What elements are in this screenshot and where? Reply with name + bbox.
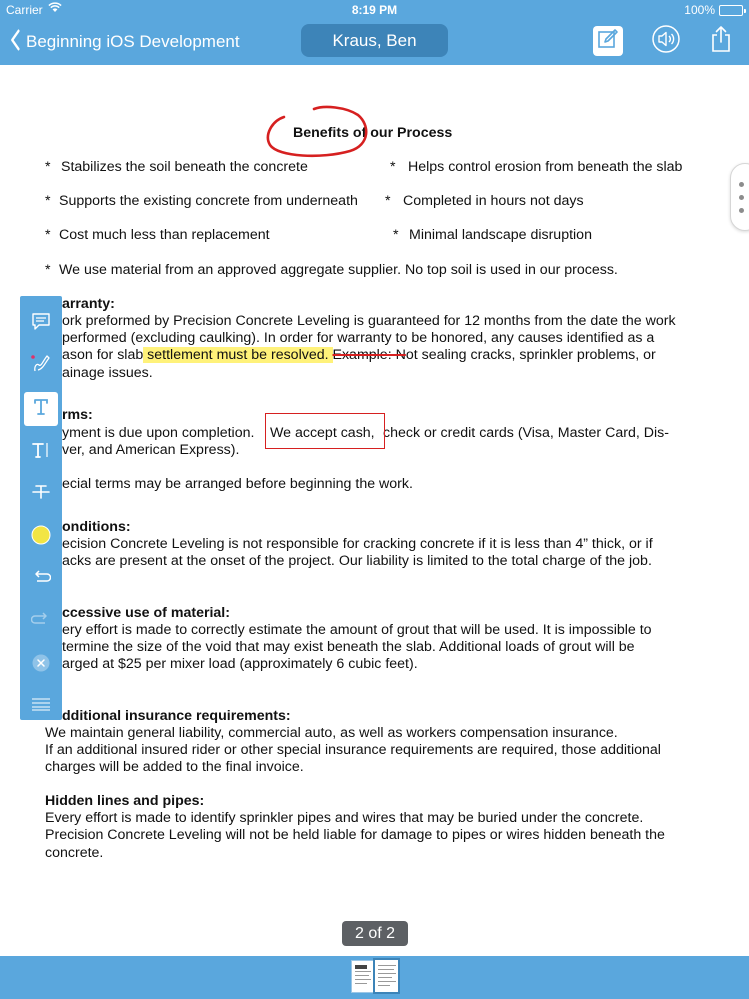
share-icon	[710, 25, 732, 58]
strikethrough-annotation[interactable]: Example: N	[332, 347, 406, 363]
thumbnail-line	[378, 981, 396, 982]
benefit-item: Completed in hours not days	[403, 193, 584, 209]
paragraph-line: Every effort is made to identify sprinkler pipes and wires that may be buried under the concrete.	[45, 810, 644, 826]
page-thumbnail[interactable]	[351, 960, 375, 993]
section-heading: Hidden lines and pipes:	[45, 793, 205, 809]
chevron-left-icon	[10, 29, 20, 55]
text-cursor-icon	[31, 440, 51, 465]
paragraph-line: yment is due upon completion.	[62, 425, 255, 441]
text-run: ot sealing cracks, sprinkler problems, or	[405, 347, 656, 363]
redo-icon	[31, 610, 51, 635]
benefit-item: Stabilizes the soil beneath the concrete	[61, 159, 308, 175]
carrier-label: Carrier	[6, 3, 43, 17]
bullet-marker: *	[45, 159, 51, 175]
boxed-text: We accept cash,	[270, 425, 375, 441]
clear-icon	[31, 653, 51, 678]
text-box-icon	[31, 397, 51, 422]
thumbnail-line	[378, 965, 396, 966]
note-tool-button[interactable]	[24, 306, 58, 340]
bullet-marker: *	[385, 193, 391, 209]
annotation-toolbar	[20, 296, 62, 720]
thumbnail-line	[378, 977, 392, 978]
edit-icon	[597, 28, 619, 55]
paragraph-line: ork preformed by Precision Concrete Leveling is guaranteed for 12 months from the date the work	[62, 313, 676, 329]
toolbar-menu-button[interactable]	[24, 689, 58, 723]
color-swatch-icon	[30, 524, 52, 551]
redo-button[interactable]	[24, 605, 58, 639]
text-box-tool-button[interactable]	[24, 392, 58, 426]
thumbnail-line	[378, 973, 396, 974]
bullet-marker: *	[393, 227, 399, 243]
bullet-marker: *	[45, 193, 51, 209]
benefit-item: We use material from an approved aggregate supplier. No top soil is used in our process.	[59, 262, 618, 278]
benefit-item: Supports the existing concrete from underneath	[59, 193, 358, 209]
paragraph-line: arged at $25 per mixer load (approximately 6 cubic feet).	[62, 656, 418, 672]
menu-icon	[31, 697, 51, 716]
text-tool-button[interactable]	[24, 435, 58, 469]
annotate-button[interactable]	[593, 26, 623, 56]
status-bar	[0, 0, 749, 20]
top-bar	[0, 0, 749, 65]
benefit-item: Minimal landscape disruption	[409, 227, 592, 243]
speaker-icon	[651, 24, 681, 59]
handle-dot	[739, 208, 744, 213]
strikethrough-icon	[31, 482, 51, 507]
thumbnail-line	[378, 969, 394, 970]
thumbnail-graphic	[355, 965, 367, 969]
bullet-marker: *	[390, 159, 396, 175]
document-title-pill[interactable]: Kraus, Ben	[301, 24, 448, 57]
thumbnail-line	[355, 971, 371, 972]
pen-icon	[29, 351, 53, 380]
section-heading: arranty:	[62, 296, 115, 312]
pen-tool-button[interactable]	[24, 348, 58, 382]
paragraph-line: ver, and American Express).	[62, 442, 240, 458]
strikethrough-tool-button[interactable]	[24, 477, 58, 511]
back-button[interactable]	[8, 28, 240, 56]
color-picker-button[interactable]	[24, 520, 58, 554]
page-thumbnail-current[interactable]	[373, 958, 400, 994]
paragraph-line: check or credit cards (Visa, Master Card, Dis-	[383, 425, 669, 441]
rectangle-annotation[interactable]	[265, 413, 385, 449]
bullet-marker: *	[45, 262, 51, 278]
page-indicator: 2 of 2	[342, 921, 408, 946]
paragraph-line: ecial terms may be arranged before beginning the work.	[62, 476, 413, 492]
paragraph-line: Precision Concrete Leveling will not be held liable for damage to pipes or wires hidden beneath the	[45, 827, 665, 843]
handle-dot	[739, 182, 744, 187]
paragraph-line: performed (excluding caulking). In order for warranty to be honored, any causes identified as a	[62, 330, 655, 346]
thumbnail-line	[355, 979, 371, 980]
speak-button[interactable]	[651, 26, 681, 56]
paragraph-line: acks are present at the onset of the project. Our liability is limited to the total charge of the job.	[62, 553, 652, 569]
document-heading: Benefits of our Process	[293, 125, 453, 141]
paragraph-line: termine the size of the void that may exist beneath the slab. Additional loads of grout will be	[62, 639, 635, 655]
benefit-item: Cost much less than replacement	[59, 227, 270, 243]
back-button-label: Beginning iOS Development	[26, 32, 240, 51]
ink-circle-annotation[interactable]	[262, 105, 372, 159]
undo-button[interactable]	[24, 563, 58, 597]
section-heading: ccessive use of material:	[62, 605, 230, 621]
paragraph-line: charges will be added to the final invoice.	[45, 759, 304, 775]
highlight-annotation[interactable]: settlement must be resolved.	[143, 347, 333, 363]
paragraph-line: concrete.	[45, 845, 104, 861]
paragraph-line: ery effort is made to correctly estimate the amount of grout that will be used. It is impossible to	[62, 622, 652, 638]
note-icon	[31, 311, 51, 336]
battery-icon	[719, 5, 743, 16]
paragraph-line	[62, 347, 656, 364]
clear-button[interactable]	[24, 648, 58, 682]
handle-dot	[739, 195, 744, 200]
thumbnail-bar	[0, 956, 749, 999]
section-heading: dditional insurance requirements:	[62, 708, 291, 724]
thumbnail-line	[355, 983, 367, 984]
thumbnail-line	[378, 985, 390, 986]
bullet-marker: *	[45, 227, 51, 243]
paragraph-line: We maintain general liability, commercial auto, as well as workers compensation insurance.	[45, 725, 618, 741]
clock: 8:19 PM	[351, 3, 398, 17]
thumbnail-line	[355, 975, 369, 976]
undo-icon	[31, 568, 51, 593]
section-heading: onditions:	[62, 519, 131, 535]
share-button[interactable]	[706, 26, 736, 56]
paragraph-line: ecision Concrete Leveling is not responsible for cracking concrete if it is less than 4” thick, or if	[62, 536, 653, 552]
paragraph-line: ainage issues.	[62, 365, 153, 381]
side-panel-handle[interactable]	[730, 163, 749, 231]
benefit-item: Helps control erosion from beneath the slab	[408, 159, 683, 175]
section-heading: rms:	[62, 407, 93, 423]
text-run: ason for slab	[62, 347, 144, 363]
paragraph-line: If an additional insured rider or other special insurance requirements are required, those additional	[45, 742, 661, 758]
battery-percent: 100%	[684, 3, 715, 17]
